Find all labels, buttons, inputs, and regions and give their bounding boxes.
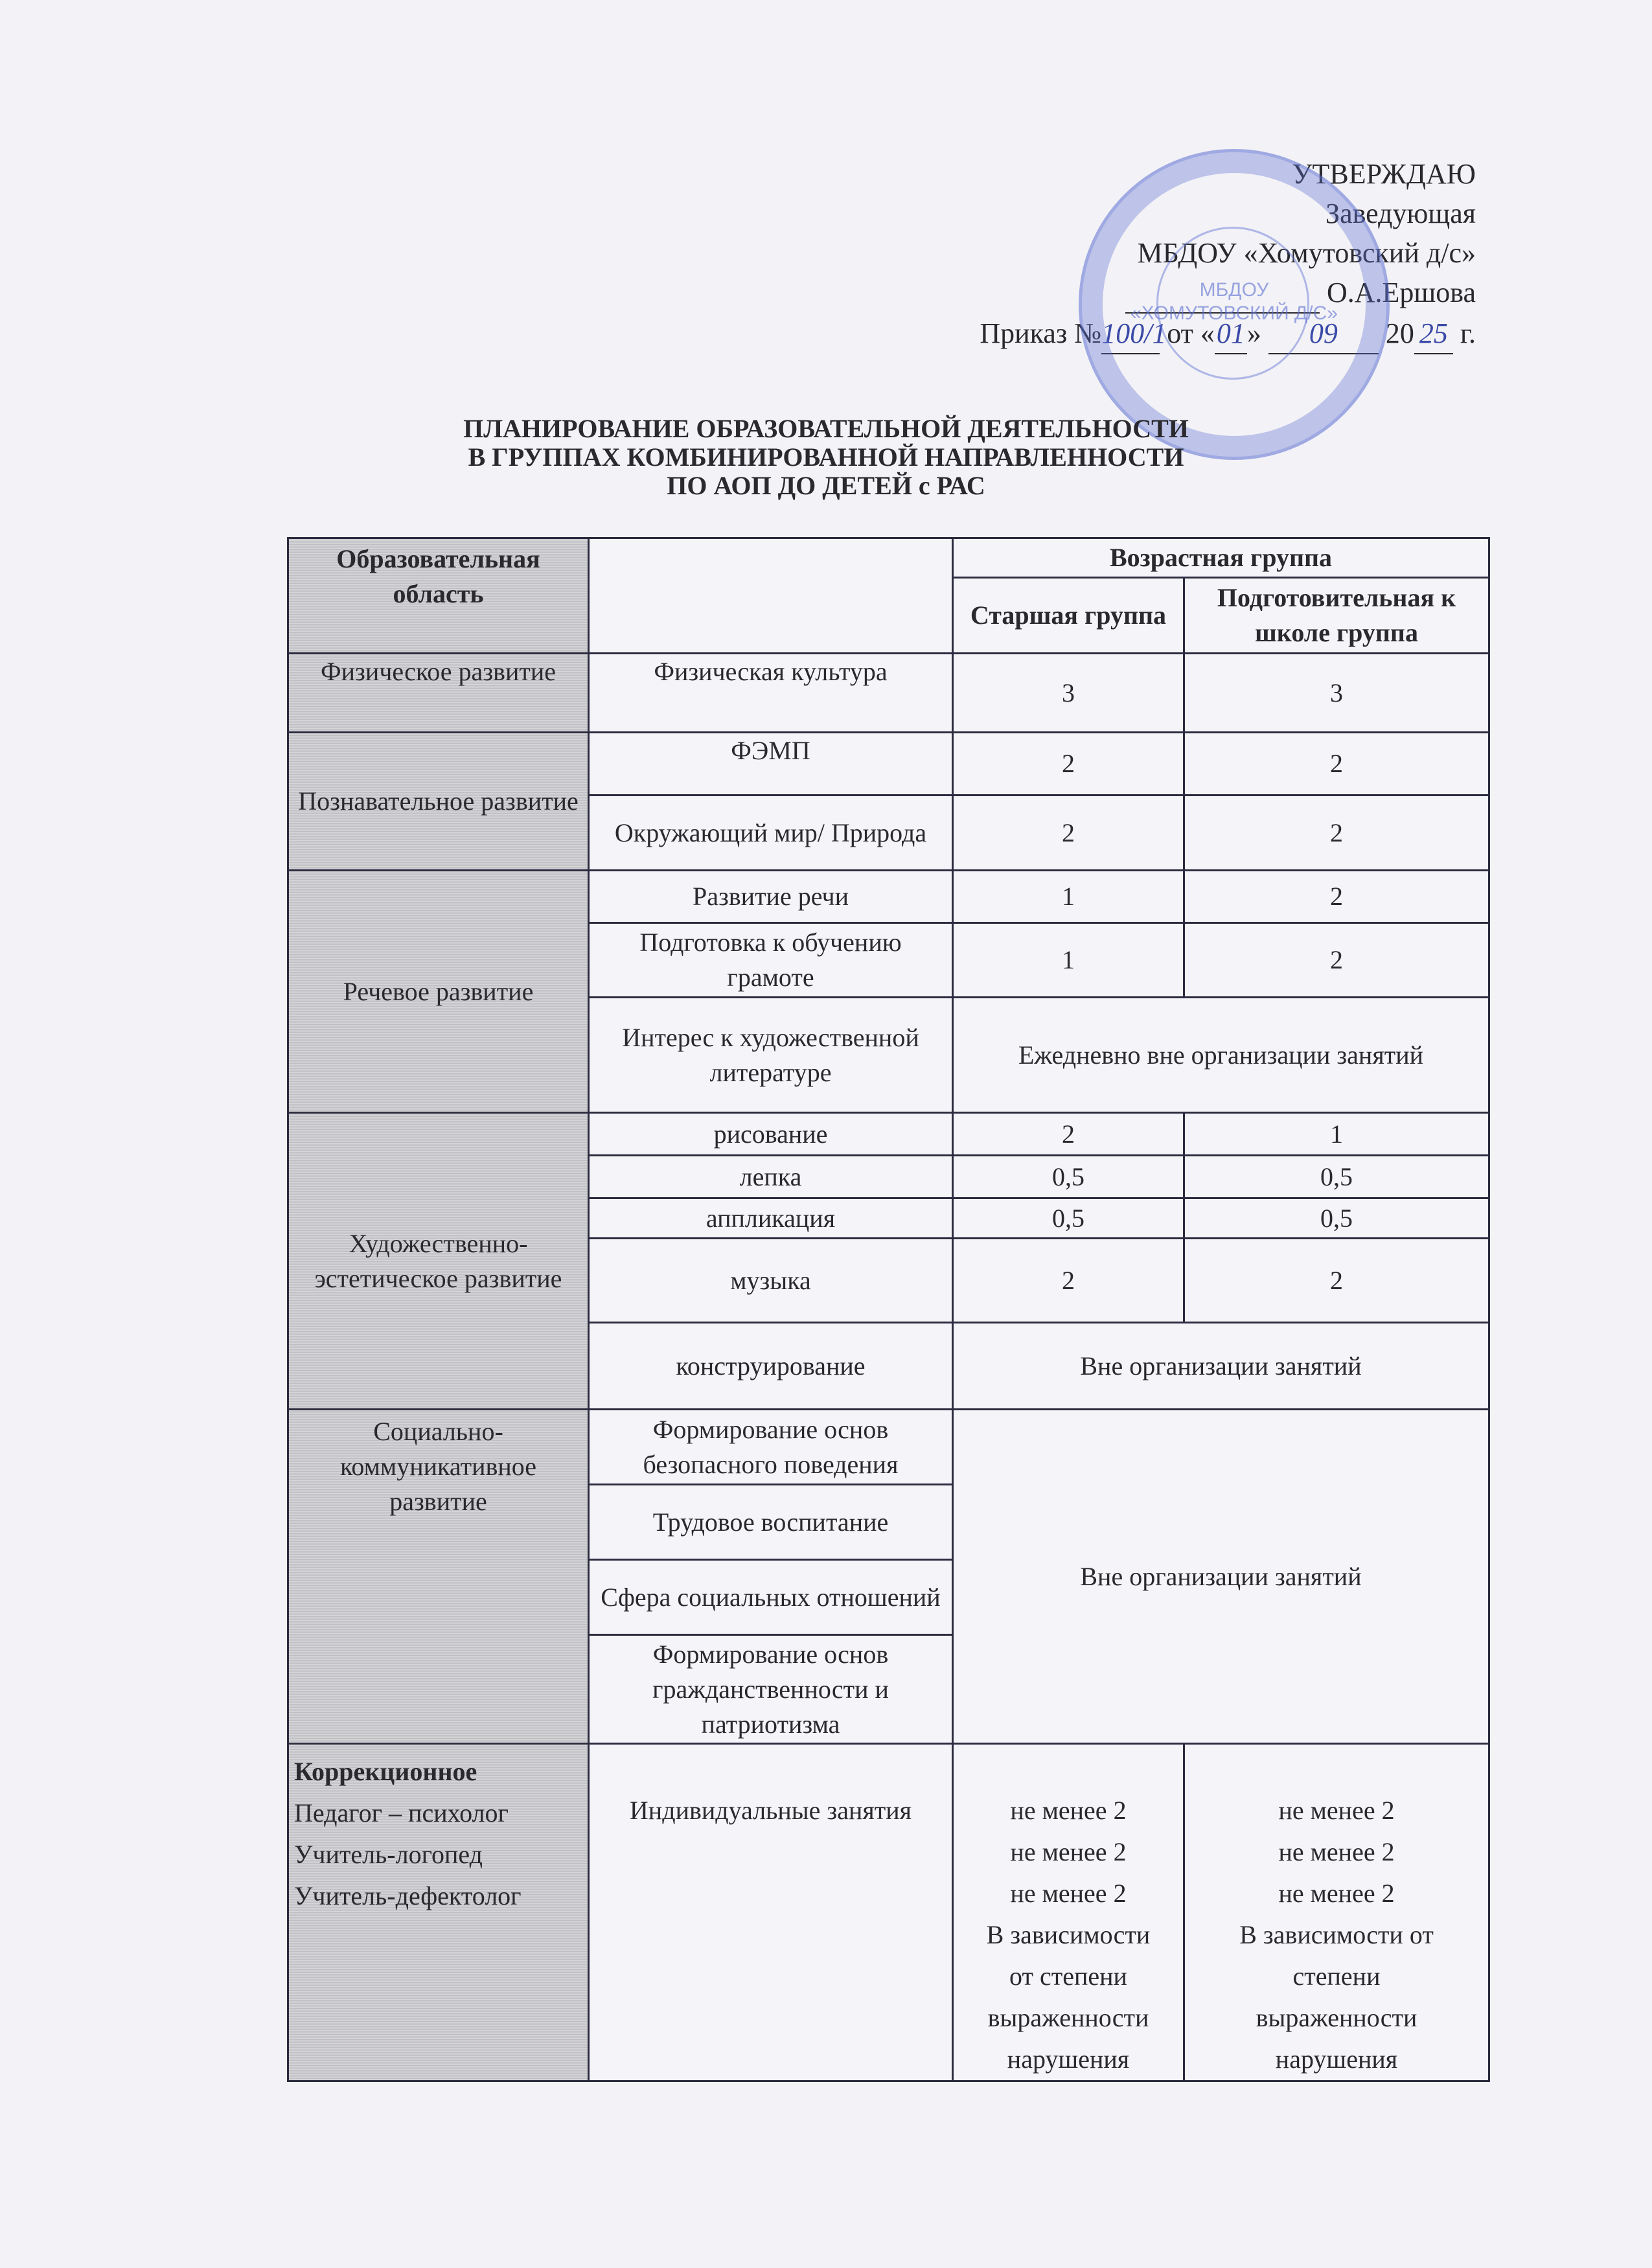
activity-cell: ФЭМП bbox=[589, 733, 953, 796]
header-activity bbox=[589, 538, 953, 654]
activity-cell: Формирование основ гражданственности и патриотизма bbox=[589, 1635, 953, 1744]
prep-value: 0,5 bbox=[1184, 1198, 1489, 1239]
value-line: нарушения bbox=[1007, 2045, 1130, 2074]
order-year-suffix: 25 bbox=[1414, 314, 1453, 354]
table-row bbox=[288, 1744, 1489, 2081]
senior-value: 2 bbox=[953, 733, 1184, 796]
header-prep: Подготовительная к школе группа bbox=[1184, 578, 1489, 654]
education-plan-table bbox=[287, 537, 1490, 2082]
activity-cell: лепка bbox=[589, 1156, 953, 1198]
prep-value: 3 bbox=[1184, 654, 1489, 733]
senior-value: 0,5 bbox=[953, 1198, 1184, 1239]
approval-organization: МБДОУ «Хомутовский д/с» bbox=[1137, 237, 1476, 269]
signature-field bbox=[1125, 273, 1320, 314]
header-row-1 bbox=[288, 538, 1489, 578]
prep-value: 2 bbox=[1184, 733, 1489, 796]
activity-cell: Интерес к художественной литературе bbox=[589, 998, 953, 1113]
approval-block bbox=[980, 154, 1476, 354]
senior-value: 1 bbox=[953, 871, 1184, 923]
table-row bbox=[288, 654, 1489, 733]
activity-cell: аппликация bbox=[589, 1198, 953, 1239]
activity-cell: рисование bbox=[589, 1113, 953, 1156]
activity-cell: Физическая культура bbox=[589, 654, 953, 733]
prep-value: 2 bbox=[1184, 923, 1489, 998]
approval-signature-line bbox=[980, 273, 1476, 314]
senior-value: 3 bbox=[953, 654, 1184, 733]
order-number: 100/1 bbox=[1101, 314, 1160, 354]
merged-value: Вне организации занятий bbox=[953, 1410, 1489, 1744]
value-line: не менее 2 bbox=[1278, 1879, 1395, 1908]
value-line: не менее 2 bbox=[1010, 1879, 1127, 1908]
senior-value: 1 bbox=[953, 923, 1184, 998]
title-line-1: ПЛАНИРОВАНИЕ ОБРАЗОВАТЕЛЬНОЙ ДЕЯТЕЛЬНОСТИ bbox=[463, 414, 1189, 443]
senior-value: 2 bbox=[953, 796, 1184, 871]
value-line: не менее 2 bbox=[1010, 1837, 1127, 1866]
prep-value: 0,5 bbox=[1184, 1156, 1489, 1198]
approval-position: Заведующая bbox=[1325, 198, 1476, 229]
activity-cell: Формирование основ безопасного поведения bbox=[589, 1410, 953, 1485]
activity-cell: Индивидуальные занятия bbox=[589, 1744, 953, 2081]
merged-value: Ежедневно вне организации занятий bbox=[953, 998, 1489, 1113]
specialist: Педагог – психолог bbox=[294, 1798, 509, 1827]
area-speech: Речевое развитие bbox=[288, 871, 589, 1113]
order-prefix: Приказ № bbox=[980, 317, 1102, 349]
prep-value: 2 bbox=[1184, 871, 1489, 923]
order-month: 09 bbox=[1268, 314, 1379, 354]
activity-cell: музыка bbox=[589, 1239, 953, 1323]
order-line bbox=[980, 314, 1476, 354]
activity-cell: Подготовка к обучению грамоте bbox=[589, 923, 953, 998]
value-line: не менее 2 bbox=[1278, 1837, 1395, 1866]
activity-cell: Развитие речи bbox=[589, 871, 953, 923]
senior-value: 2 bbox=[953, 1113, 1184, 1156]
activity-cell: Окружающий мир/ Природа bbox=[589, 796, 953, 871]
header-age-group: Возрастная группа bbox=[953, 538, 1489, 578]
value-line: не менее 2 bbox=[1278, 1796, 1395, 1825]
value-line: от степени bbox=[1009, 1962, 1127, 1991]
value-line: выраженности bbox=[987, 2003, 1149, 2032]
order-day-close: » bbox=[1246, 317, 1261, 349]
prep-value: 2 bbox=[1184, 1239, 1489, 1323]
header-area: Образовательная область bbox=[288, 538, 589, 654]
order-year-unit: г. bbox=[1460, 317, 1476, 349]
area-physical: Физическое развитие bbox=[288, 654, 589, 733]
order-from: от « bbox=[1167, 317, 1215, 349]
header-senior: Старшая группа bbox=[953, 578, 1184, 654]
table-row bbox=[288, 1410, 1489, 1485]
senior-value bbox=[953, 1744, 1184, 2081]
table-row bbox=[288, 1113, 1489, 1156]
stamp-center-line2: «ХОМУТОВСКИЙ Д/С» bbox=[1130, 303, 1338, 324]
table-row bbox=[288, 733, 1489, 796]
table-row bbox=[288, 871, 1489, 923]
prep-value bbox=[1184, 1744, 1489, 2081]
prep-value: 2 bbox=[1184, 796, 1489, 871]
value-line: В зависимости bbox=[986, 1920, 1151, 1949]
area-cognitive: Познавательное развитие bbox=[288, 733, 589, 871]
prep-value: 1 bbox=[1184, 1113, 1489, 1156]
specialist: Учитель-логопед bbox=[294, 1840, 483, 1869]
value-line: степени bbox=[1292, 1962, 1381, 1991]
correction-title: Коррекционное bbox=[294, 1757, 477, 1786]
area-artistic: Художественно-эстетическое развитие bbox=[288, 1113, 589, 1410]
specialist: Учитель-дефектолог bbox=[294, 1881, 522, 1910]
title-line-3: ПО АОП ДО ДЕТЕЙ с РАС bbox=[667, 471, 985, 500]
title-line-2: В ГРУППАХ КОМБИНИРОВАННОЙ НАПРАВЛЕННОСТИ bbox=[468, 442, 1184, 472]
order-year-prefix: 20 bbox=[1385, 317, 1414, 349]
activity-cell: Трудовое воспитание bbox=[589, 1485, 953, 1560]
approver-name: О.А.Ершова bbox=[1326, 277, 1476, 308]
senior-value: 2 bbox=[953, 1239, 1184, 1323]
senior-value: 0,5 bbox=[953, 1156, 1184, 1198]
approval-heading: УТВЕРЖДАЮ bbox=[1292, 158, 1476, 190]
value-line: В зависимости от bbox=[1239, 1920, 1434, 1949]
stamp-center-line1: МБДОУ bbox=[1199, 279, 1269, 301]
activity-cell: Сфера социальных отношений bbox=[589, 1560, 953, 1635]
area-correction bbox=[288, 1744, 589, 2081]
value-line: нарушения bbox=[1275, 2045, 1398, 2074]
activity-cell: конструирование bbox=[589, 1323, 953, 1410]
value-line: выраженности bbox=[1256, 2003, 1417, 2032]
value-line: не менее 2 bbox=[1010, 1796, 1127, 1825]
order-day: 01 bbox=[1215, 314, 1247, 354]
document-title bbox=[0, 415, 1652, 500]
area-social: Социально-коммуникативное развитие bbox=[288, 1410, 589, 1744]
merged-value: Вне организации занятий bbox=[953, 1323, 1489, 1410]
